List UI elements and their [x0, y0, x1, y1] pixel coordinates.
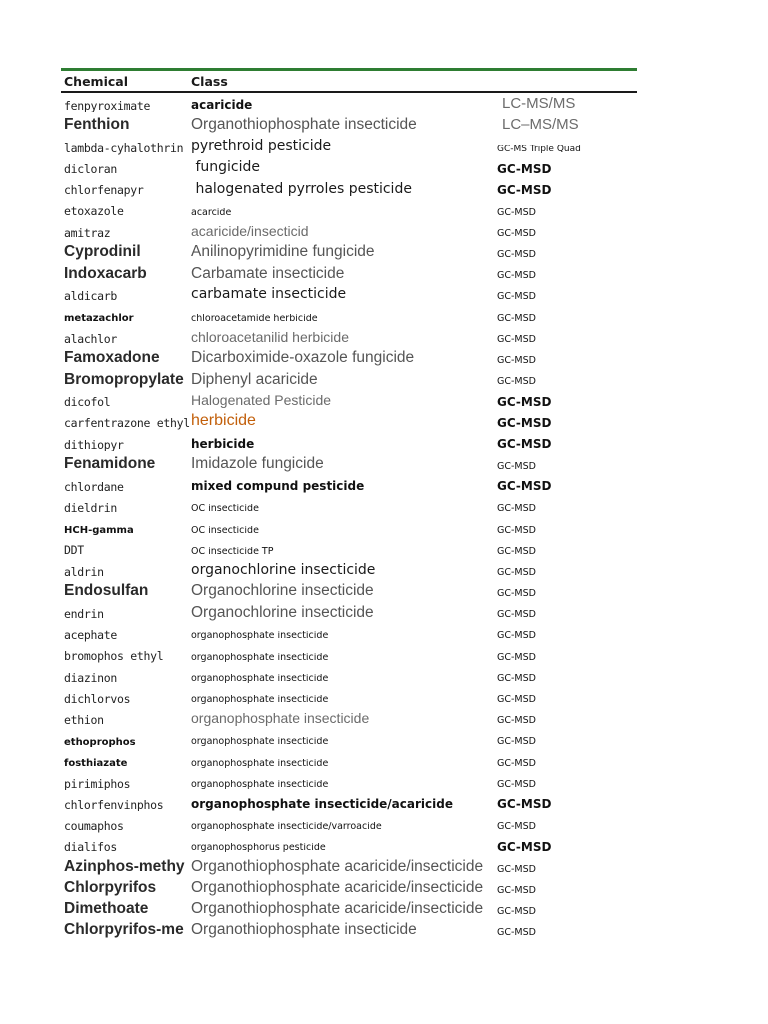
chemical-cell: Cyprodinil: [64, 243, 141, 261]
chemical-cell: ethion: [64, 713, 104, 727]
chemical-cell: dicloran: [64, 163, 117, 176]
table-row: [61, 517, 637, 538]
method-cell: GC-MSD: [497, 228, 536, 239]
class-cell: Organothiophosphate acaricide/insecticide: [191, 879, 484, 897]
class-cell: herbicide: [191, 412, 256, 430]
method-cell: GC-MSD: [497, 356, 536, 366]
chemical-cell: HCH-gamma: [64, 524, 134, 536]
header-chemical: Chemical: [64, 74, 128, 89]
table-row: [61, 707, 637, 728]
table-row: [61, 284, 637, 305]
class-cell: halogenated pyrroles pesticide: [191, 181, 412, 197]
table-row: [61, 644, 637, 665]
table-row: [61, 898, 637, 919]
class-cell: organophosphorus pesticide: [191, 843, 326, 854]
table-row: [61, 93, 637, 114]
table-row: [61, 241, 637, 262]
table-row: [61, 347, 637, 368]
class-cell: herbicide: [191, 438, 255, 451]
table-row: [61, 114, 637, 135]
table-row: [61, 835, 637, 856]
method-cell: GC-MSD: [497, 673, 536, 684]
class-cell: Organothiophosphate insecticide: [191, 116, 417, 134]
class-cell: organophosphate insecticide/acaricide: [191, 798, 453, 812]
class-cell: Anilinopyrimidine fungicide: [191, 243, 375, 261]
table-row: [61, 411, 637, 432]
chemical-cell: dichlorvos: [64, 692, 131, 706]
method-cell: GC-MSD: [497, 652, 536, 663]
table-row: [61, 792, 637, 813]
method-cell: GC-MSD: [497, 885, 536, 896]
class-cell: OC insecticide: [191, 504, 259, 515]
chemical-cell: Bromopropylate: [64, 370, 184, 388]
chemical-cell: dieldrin: [64, 502, 117, 515]
table-row: [61, 559, 637, 580]
method-cell: GC-MSD: [497, 716, 536, 727]
method-cell: GC-MSD: [497, 504, 536, 515]
class-cell: organophosphate insecticide: [191, 652, 329, 663]
class-cell: Organothiophosphate insecticide: [191, 921, 417, 939]
chemical-cell: Famoxadone: [64, 349, 160, 367]
class-cell: Organochlorine insecticide: [191, 582, 374, 600]
chemical-cell: Fenamidone: [64, 455, 156, 473]
class-cell: Organochlorine insecticide: [191, 603, 374, 621]
chemical-cell: Chlorpyrifos-me: [64, 921, 184, 939]
table-row: [61, 919, 637, 940]
method-cell: GC-MSD: [497, 313, 536, 324]
chemical-cell: dicofol: [64, 396, 111, 409]
method-cell: GC-MSD: [497, 631, 536, 642]
table-row: [61, 877, 637, 898]
class-cell: organophosphate insecticide: [191, 711, 370, 727]
table-row: [61, 602, 637, 623]
chemical-cell: endrin: [64, 608, 104, 621]
chemical-cell: dialifos: [64, 841, 117, 854]
method-cell: GC-MSD: [497, 334, 536, 345]
table-row: [61, 326, 637, 347]
chemical-cell: dithiopyr: [64, 438, 124, 452]
table-row: [61, 368, 637, 389]
class-cell: organophosphate insecticide: [191, 695, 329, 705]
method-cell: GC-MSD: [497, 250, 536, 261]
table-row: [61, 178, 637, 199]
chemical-cell: alachlor: [64, 332, 117, 346]
table-row: [61, 305, 637, 326]
chemical-cell: etoxazole: [64, 205, 124, 219]
chemical-cell: bromophos ethyl: [64, 650, 164, 664]
class-cell: organophosphate insecticide: [191, 673, 329, 684]
table-row: [61, 453, 637, 474]
table-row: [61, 580, 637, 601]
chemical-cell: metazachlor: [64, 313, 134, 325]
chemical-cell: Chlorpyrifos: [64, 879, 157, 897]
chemical-cell: Azinphos-methy: [64, 857, 185, 875]
table-row: [61, 263, 637, 284]
class-cell: Halogenated Pesticide: [191, 393, 332, 409]
method-cell: GC-MSD: [497, 525, 536, 536]
method-cell: GC-MSD: [497, 779, 536, 790]
table-row: [61, 390, 637, 411]
table-row: [61, 538, 637, 559]
table-row: [61, 220, 637, 241]
class-cell: organophosphate insecticide: [191, 631, 329, 642]
chemical-cell: aldrin: [64, 565, 104, 579]
method-cell: GC-MSD: [497, 480, 552, 494]
chemical-cell: DDT: [64, 544, 84, 558]
chemical-cell: amitraz: [64, 226, 111, 240]
method-cell: GC-MS Triple Quad: [497, 144, 581, 154]
table-header: [61, 71, 637, 91]
method-cell: GC-MSD: [497, 610, 536, 621]
method-cell: GC-MSD: [497, 695, 536, 705]
method-cell: GC-MSD: [497, 183, 552, 197]
table-row: [61, 199, 637, 220]
class-cell: acarcide: [191, 207, 232, 218]
table-row: [61, 729, 637, 750]
method-cell: GC-MSD: [497, 758, 536, 769]
table-row: [61, 686, 637, 707]
method-cell: GC-MSD: [497, 589, 536, 600]
method-cell: GC-MSD: [497, 395, 552, 409]
class-cell: OC insecticide: [191, 525, 259, 536]
table-row: [61, 496, 637, 517]
table-row: [61, 432, 637, 453]
class-cell: mixed compund pesticide: [191, 480, 365, 494]
chemical-cell: pirimiphos: [64, 777, 131, 791]
class-cell: organophosphate insecticide/varroacide: [191, 822, 382, 833]
class-cell: carbamate insecticide: [191, 287, 347, 303]
method-cell: GC-MSD: [497, 162, 552, 176]
method-cell: GC-MSD: [497, 292, 536, 303]
chemical-cell: Fenthion: [64, 116, 130, 134]
method-cell: GC-MSD: [497, 271, 536, 282]
method-cell: GC-MSD: [497, 737, 536, 748]
table-body: [61, 93, 637, 941]
chemical-cell: lambda-cyhalothrin: [64, 141, 184, 155]
table-row: [61, 135, 637, 156]
class-cell: OC insecticide TP: [191, 546, 274, 557]
method-cell: GC-MSD: [497, 567, 536, 578]
method-cell: GC-MSD: [497, 461, 536, 472]
chemical-cell: chlorfenapyr: [64, 184, 144, 197]
class-cell: acaricide/insecticid: [191, 223, 309, 239]
chemical-cell: aldicarb: [64, 290, 117, 303]
table-row: [61, 665, 637, 686]
table-row: [61, 771, 637, 792]
class-cell: organochlorine insecticide: [191, 562, 376, 578]
chemical-cell: Dimethoate: [64, 900, 149, 918]
class-cell: chloroacetanilid herbicide: [191, 329, 349, 345]
chemical-cell: chlordane: [64, 480, 124, 494]
class-cell: chloroacetamide herbicide: [191, 313, 318, 324]
chemical-cell: diazinon: [64, 671, 117, 685]
class-cell: Dicarboximide-oxazole fungicide: [191, 349, 415, 367]
chemical-cell: chlorfenvinphos: [64, 798, 164, 812]
class-cell: organophosphate insecticide: [191, 737, 329, 748]
class-cell: acaricide: [191, 99, 253, 112]
method-cell: GC-MSD: [497, 928, 536, 939]
method-cell: LC-MS/MS: [502, 95, 576, 112]
class-cell: pyrethroid pesticide: [191, 139, 332, 155]
chemical-cell: fenpyroximate: [64, 99, 151, 113]
table-row: [61, 813, 637, 834]
chemical-cell: fosthiazate: [64, 758, 128, 769]
class-cell: Organothiophosphate acaricide/insecticide: [191, 857, 484, 875]
table-row: [61, 157, 637, 178]
class-cell: Imidazole fungicide: [191, 455, 324, 473]
chemical-cell: Endosulfan: [64, 582, 149, 600]
table-row: [61, 750, 637, 771]
chemical-cell: ethoprophos: [64, 736, 136, 748]
class-cell: Organothiophosphate acaricide/insecticide: [191, 900, 484, 918]
method-cell: GC-MSD: [497, 906, 536, 917]
method-cell: GC-MSD: [497, 438, 552, 451]
chemical-cell: Indoxacarb: [64, 264, 147, 282]
chemical-cell: coumaphos: [64, 819, 124, 833]
method-cell: GC-MSD: [497, 377, 536, 388]
method-cell: GC-MSD: [497, 416, 552, 430]
method-cell: GC-MSD: [497, 822, 536, 833]
class-cell: fungicide: [191, 160, 260, 176]
table-row: [61, 856, 637, 877]
table-row: [61, 474, 637, 495]
method-cell: LC–MS/MS: [502, 116, 579, 133]
method-cell: GC-MSD: [497, 840, 552, 854]
class-cell: Diphenyl acaricide: [191, 370, 318, 388]
class-cell: Carbamate insecticide: [191, 264, 345, 282]
table-row: [61, 623, 637, 644]
chemical-cell: carfentrazone ethyl: [64, 417, 190, 430]
chemical-cell: acephate: [64, 629, 117, 642]
method-cell: GC-MSD: [497, 207, 536, 218]
method-cell: GC-MSD: [497, 798, 552, 812]
class-cell: organophosphate insecticide: [191, 779, 329, 790]
class-cell: organophosphate insecticide: [191, 758, 329, 769]
method-cell: GC-MSD: [497, 546, 536, 557]
method-cell: GC-MSD: [497, 864, 536, 875]
header-class: Class: [191, 74, 228, 89]
